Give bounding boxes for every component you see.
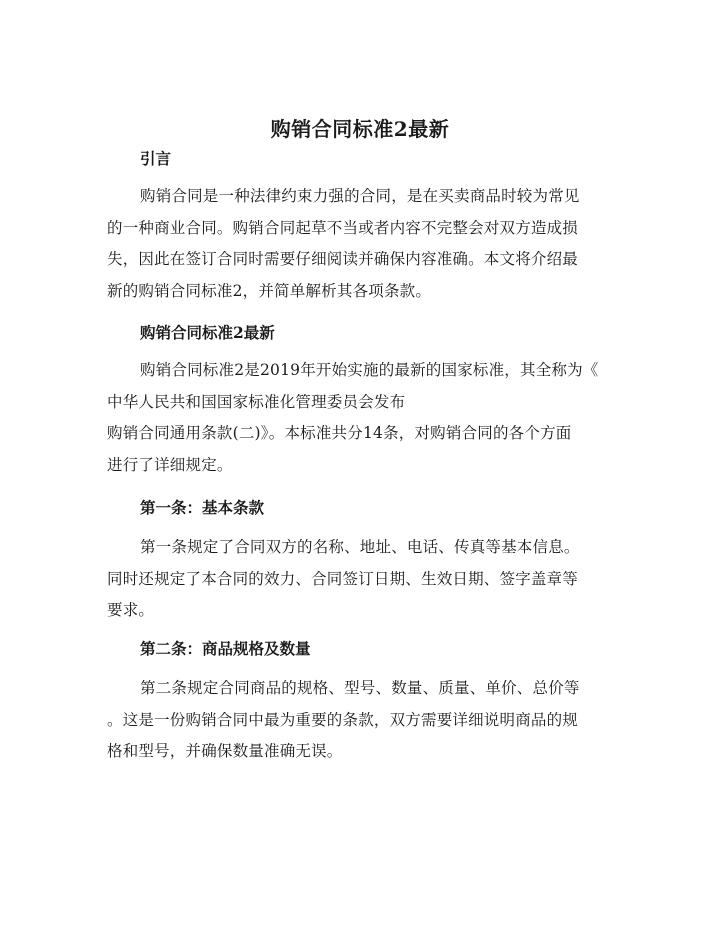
- section-heading-article-2: 第二条：商品规格及数量: [140, 639, 311, 658]
- document-title: 购销合同标准2最新: [270, 117, 450, 141]
- paragraph-line: 第二条规定合同商品的规格、型号、数量、质量、单价、总价等: [140, 679, 580, 697]
- paragraph-line: 要求。: [107, 601, 155, 619]
- section-heading-article-1: 第一条：基本条款: [140, 498, 265, 517]
- paragraph-article-2: [107, 673, 607, 768]
- paragraph-line: 进行了详细规定。: [107, 455, 233, 474]
- paragraph-standard: [107, 355, 607, 481]
- paragraph-line: 新的购销合同标准2，并简单解析其各项条款。: [107, 281, 432, 300]
- paragraph-introduction: [107, 181, 607, 307]
- paragraph-line: 购销合同是一种法律约束力强的合同，是在买卖商品时较为常见: [140, 187, 580, 205]
- paragraph-line: 。这是一份购销合同中最为重要的条款，双方需要详细说明商品的规: [107, 710, 579, 729]
- paragraph-line: 的一种商业合同。购销合同起草不当或者内容不完整会对双方造成损: [107, 218, 579, 237]
- paragraph-line: 失，因此在签订合同时需要仔细阅读并确保内容准确。本文将介绍最: [107, 250, 579, 268]
- paragraph-line: 购销合同标准2是2019年开始实施的最新的国家标准，其全称为《: [140, 361, 599, 379]
- paragraph-line: 中华人民共和国国家标准化管理委员会发布: [107, 392, 406, 411]
- paragraph-line: 购销合同通用条款(二)》。本标准共分14条，对购销合同的各个方面: [107, 424, 572, 442]
- paragraph-article-1: [107, 532, 607, 627]
- section-heading-standard: 购销合同标准2最新: [140, 323, 275, 342]
- paragraph-line: 第一条规定了合同双方的名称、地址、电话、传真等基本信息。: [140, 538, 580, 556]
- section-heading-introduction: 引言: [140, 149, 172, 168]
- paragraph-line: 格和型号，并确保数量准确无误。: [107, 742, 343, 760]
- paragraph-line: 同时还规定了本合同的效力、合同签订日期、生效日期、签字盖章等: [107, 569, 579, 588]
